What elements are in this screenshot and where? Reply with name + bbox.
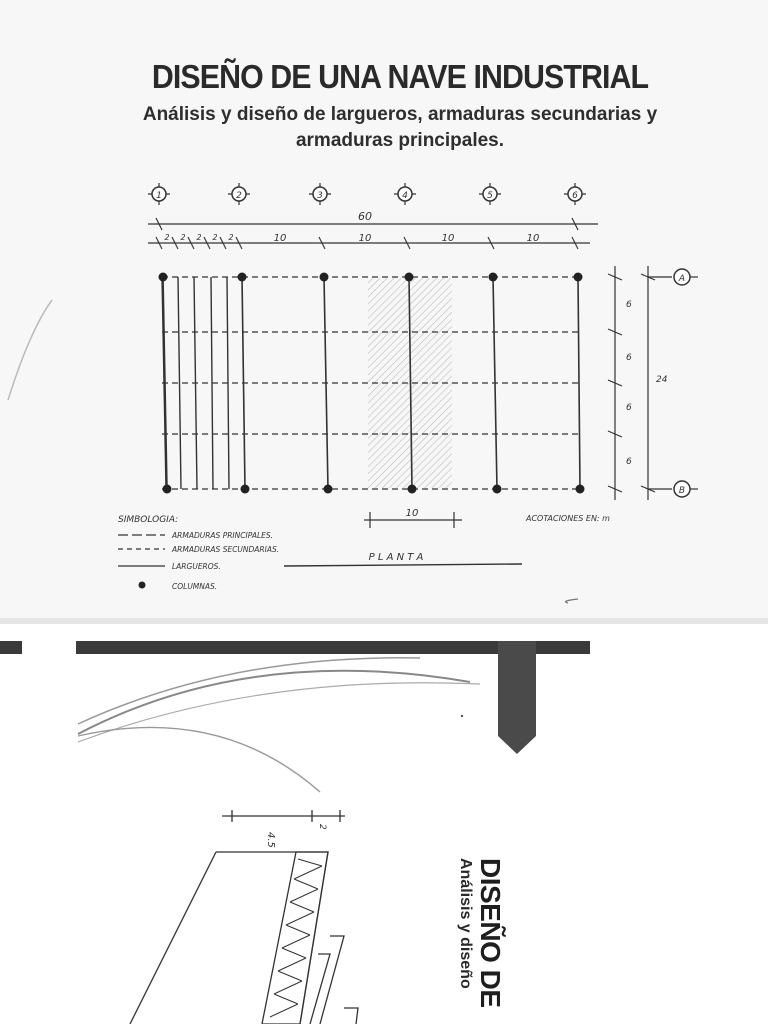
axis-label-6: 6 (572, 191, 578, 201)
cover-subtitle-fragment: Análisis y diseño (457, 858, 474, 989)
scan-artifact-curve (8, 300, 52, 400)
scan-artifact-mark (566, 599, 578, 603)
axis-label-5: 5 (487, 191, 493, 201)
bay-dimensions (148, 233, 590, 249)
bay-dim-small-2: 2 (180, 233, 186, 242)
side-dim-3: 6 (626, 403, 632, 413)
scale-dimension (364, 508, 462, 528)
row-axis-label-a: A (678, 274, 686, 284)
bay-dim-small-3: 2 (196, 233, 202, 242)
axis-label-3: 3 (317, 191, 323, 201)
overall-width-label: 24 (656, 375, 668, 385)
axis-marker-3 (309, 183, 331, 205)
side-dim-1: 6 (626, 300, 632, 310)
bay-dim-2: 10 (358, 233, 372, 244)
subtitle-line-1: Análisis y diseño de largueros, armaduras secundarias y (142, 104, 658, 125)
row-axis-marker-b (674, 481, 698, 497)
bay-dim-small-1: 2 (164, 233, 170, 242)
document-title: DISEÑO DE UNA NAVE INDUSTRIAL (151, 58, 649, 95)
cover-title-fragment: DISEÑO DE (475, 858, 506, 1008)
scan-dot (461, 715, 463, 717)
column-axis-markers (148, 183, 586, 205)
legend-label-column: COLUMNAS. (172, 582, 218, 591)
plan-label: P L A N T A (368, 552, 424, 563)
axis-marker-5 (479, 183, 501, 205)
legend-label-purlin: LARGUEROS. (172, 562, 221, 571)
legend-label-main-truss: ARMADURAS PRINCIPALES. (172, 531, 274, 540)
row-axis-marker-a (674, 269, 698, 285)
bay-dim-small-4: 2 (212, 233, 218, 242)
subtitle-line-2: armaduras principales. (295, 130, 505, 151)
side-dim-4: 6 (626, 457, 632, 467)
cover-vertical-title (455, 858, 505, 1008)
cover-dim-2: 2 (317, 824, 327, 830)
cover-bookmark-tab (498, 641, 536, 754)
axis-label-1: 1 (156, 191, 162, 201)
units-note: ACOTACIONES EN: m (526, 514, 610, 523)
cover-dim-1: 4.5 (265, 832, 276, 848)
scale-dim-label: 10 (405, 508, 419, 519)
side-dim-2: 6 (626, 353, 632, 363)
cover-illustration (0, 624, 768, 1024)
cover-swoosh-4 (78, 727, 320, 792)
overall-length-dimension (148, 210, 598, 230)
axis-marker-2 (228, 183, 250, 205)
bay-dim-small-5: 2 (228, 233, 234, 242)
plan-label-underline (284, 564, 522, 566)
axis-label-4: 4 (402, 191, 408, 201)
legend-label-secondary-truss: ARMADURAS SECUNDARIAS. (172, 545, 280, 554)
overall-length-label: 60 (358, 210, 372, 223)
legend-title: SIMBOLOGIA: (118, 515, 179, 525)
bay-dim-3: 10 (441, 233, 455, 244)
axis-marker-6 (564, 183, 586, 205)
bay-dim-4: 10 (526, 233, 540, 244)
axis-marker-4 (394, 183, 416, 205)
row-axis-label-b: B (678, 486, 686, 496)
cover-swoosh-1 (78, 671, 470, 734)
legend-symbol-column (139, 582, 146, 589)
bay-dim-1: 10 (273, 233, 287, 244)
cover-swoosh-2 (78, 658, 420, 724)
axis-label-2: 2 (236, 191, 242, 201)
axis-marker-1 (148, 183, 170, 205)
building-sketch (130, 810, 358, 1024)
legend (118, 515, 279, 591)
cover-swoosh-3 (78, 683, 480, 742)
